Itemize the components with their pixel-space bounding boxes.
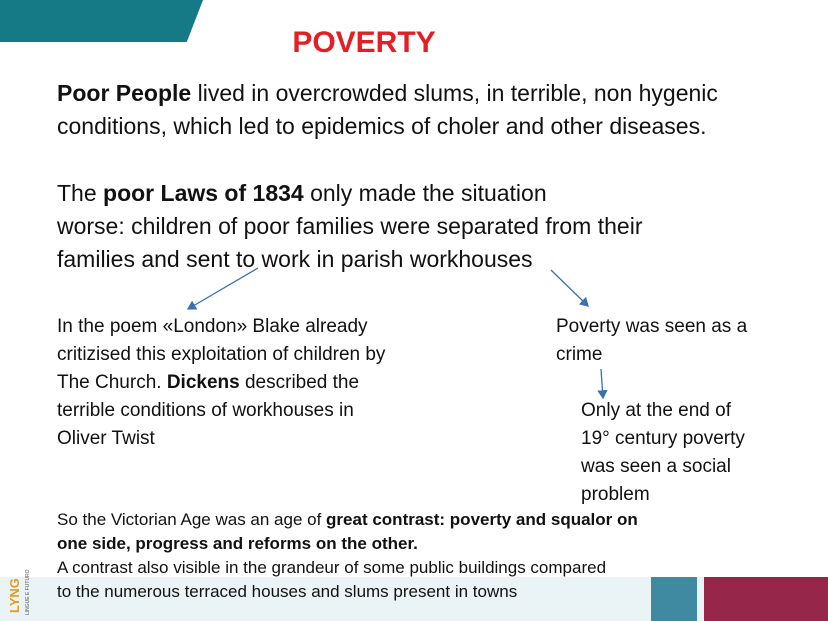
paragraph1-bold: Poor People [57, 80, 192, 106]
paragraph2-text: only made the situation worse: children of poor families were separated from their families and sent to work in parish workhouses [57, 180, 643, 272]
conclusion-line2 [57, 532, 697, 556]
logo-text: LYNG [7, 578, 22, 613]
slide-title: POVERTY [292, 26, 436, 59]
paragraph2-bold: poor Laws of 1834 [103, 180, 304, 206]
lyng-logo [7, 555, 32, 617]
left-note [57, 313, 477, 453]
left-note-part2: described the terrible conditions of workhouses in Oliver Twist [57, 372, 360, 449]
bottom-red-square [704, 577, 828, 621]
left-note-bold: Dickens [166, 372, 240, 393]
logo-subtext: LINGUE E FUTURO [25, 569, 31, 615]
paragraph1-text: lived in overcrowded slums, in terrible, non hygenic conditions, which led to epidemics of choler and other diseases. [57, 80, 718, 139]
conclusion-line3: A contrast also visible in the grandeur of some public buildings compared [57, 558, 607, 577]
right-note-crime: Poverty was seen as a crime [556, 316, 748, 365]
conclusion-bold2: one side, progress and reforms on the other. [57, 534, 418, 553]
arrow-to-right-note [551, 270, 588, 306]
right-note-social-problem: Only at the end of 19° century poverty was seen a social problem [581, 400, 745, 505]
conclusion-bold1: great contrast: poverty and squalor on [326, 510, 638, 529]
arrow-crime-to-end [601, 369, 603, 398]
left-note-part1: In the poem «London» Blake already critizised this exploitation of children by The Church. [57, 316, 386, 393]
conclusion [57, 508, 697, 604]
paragraph2-prefix: The [57, 180, 104, 206]
arrow-to-left-note [188, 268, 258, 309]
conclusion-line4: to the numerous terraced houses and slums present in towns [57, 582, 518, 601]
conclusion-prefix: So the Victorian Age was an age of [57, 510, 327, 529]
conclusion-line1 [57, 508, 697, 532]
